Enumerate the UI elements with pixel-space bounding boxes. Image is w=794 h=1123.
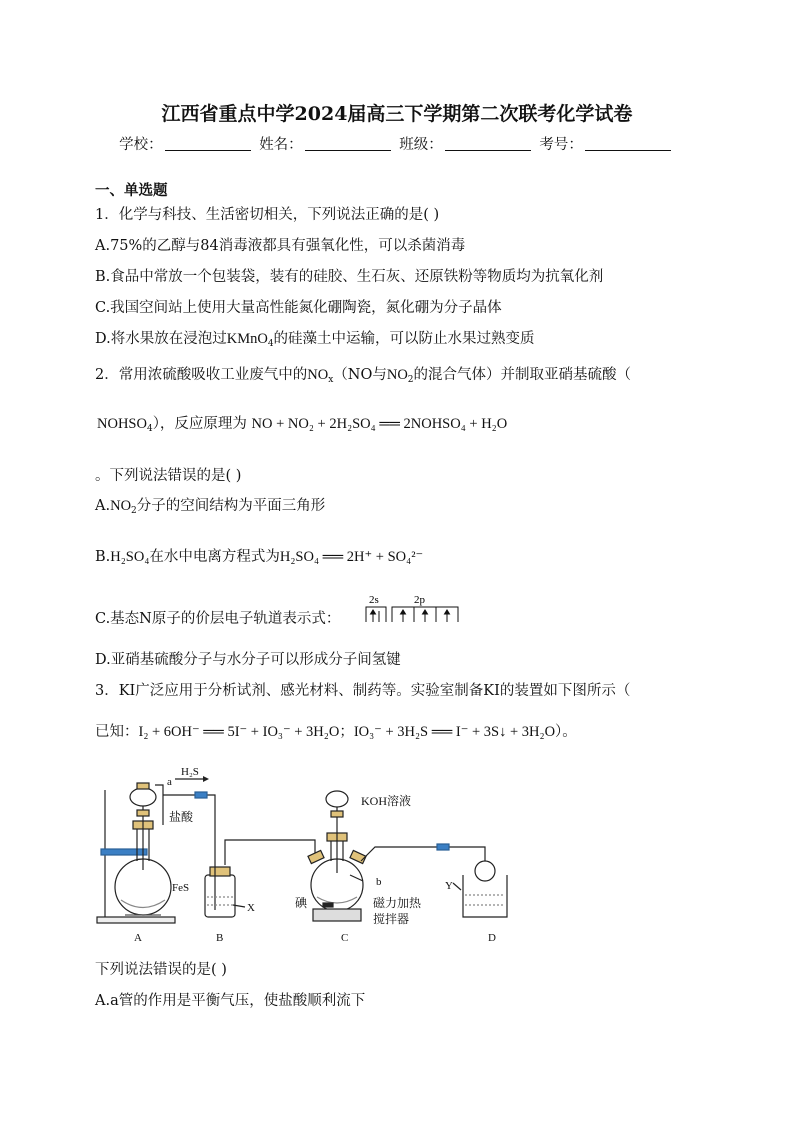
q2-option-c: C.基态N原子的价层电子轨道表示式：	[95, 611, 341, 627]
q3-stem: 3．KI广泛应用于分析试剂、感光材料、制药等。实验室制备KI的装置如下图所示（	[95, 683, 631, 699]
fig-label-a: a	[167, 776, 172, 788]
q2-no2: NO	[386, 367, 408, 383]
q3-known	[95, 722, 577, 742]
name-blank	[305, 136, 391, 151]
fig-label-D: D	[488, 932, 496, 944]
q3-eq1: I₂ + 6OH⁻ ══ 5I⁻ + IO₃⁻ + 3H₂O	[138, 724, 340, 740]
funnel-d	[475, 861, 495, 881]
exam-no-blank	[585, 136, 671, 151]
fig-label-y: Y	[445, 880, 453, 892]
fig-label-b: b	[376, 876, 382, 888]
tube-a-to-b	[163, 795, 215, 865]
bottle-b	[205, 875, 235, 917]
q1-option-d	[95, 329, 535, 354]
q1-d-prefix: D.将水果放在浸泡过	[95, 331, 227, 347]
q2-b-formula: H₂SO₄	[110, 549, 150, 565]
q3-known-prefix: 已知：	[95, 724, 139, 740]
q1-stem: 1．化学与科技、生活密切相关，下列说法正确的是( )	[95, 207, 440, 223]
tube-b-to-c	[225, 840, 315, 865]
q3-sep: ；	[339, 724, 354, 740]
q2-no2-sub: 2	[407, 375, 414, 385]
q3-question: 下列说法错误的是( )	[95, 962, 227, 978]
q2-stem	[95, 365, 631, 390]
q1-option-b: B.食品中常放一个包装袋，装有的硅胶、生石灰、还原铁粉等物质均为抗氧化剂	[95, 269, 604, 285]
section-heading: 一、单选题	[95, 182, 168, 199]
tube-a	[155, 785, 163, 825]
fig-label-C: C	[341, 932, 349, 944]
tube-c-to-d	[361, 847, 485, 861]
h2s-arrow	[203, 776, 209, 782]
q3-eq2: IO₃⁻ + 3H₂S ══ I⁻ + 3S↓ + 3H₂O	[353, 724, 556, 740]
q2-nohso4-sub: 4	[146, 424, 153, 434]
q2-nox-sub: x	[328, 375, 334, 385]
q2-nox: NO	[307, 367, 329, 383]
q1-option-a: A.75%的乙醇与84消毒液都具有强氧化性，可以杀菌消毒	[95, 238, 466, 254]
student-info-line	[0, 135, 794, 155]
orbital-arrows	[371, 610, 450, 622]
q3-known-suffix: ）。	[555, 724, 577, 740]
koh-funnel	[326, 791, 348, 807]
q2-a-formula: NO	[110, 498, 132, 514]
fig-label-hcl: 盐酸	[169, 810, 194, 824]
orbital-diagram	[358, 592, 468, 622]
fig-label-h2s: H₂S	[181, 766, 199, 778]
q1-option-c: C.我国空间站上使用大量高性能氮化硼陶瓷，氮化硼为分子晶体	[95, 300, 502, 316]
orbital-2s-label: 2s	[369, 594, 379, 606]
page-title: 江西省重点中学2024届高三下学期第二次联考化学试卷	[161, 103, 633, 125]
q2-line3: 。下列说法错误的是( )	[95, 468, 242, 484]
fig-label-koh: KOH溶液	[361, 794, 411, 808]
funnel-valve	[137, 810, 149, 816]
q2-equation: NO + NO₂ + 2H₂SO₄ ══ 2NOHSO₄ + H₂O	[251, 416, 508, 432]
q1-d-sub: 4	[267, 339, 274, 349]
q2-stem-prefix: 2．常用浓硫酸吸收工业废气中的	[95, 367, 308, 383]
q2-option-d: D.亚硝基硫酸分子与水分子可以形成分子间氢键	[95, 652, 401, 668]
q2-option-a	[95, 496, 325, 521]
q2-line2	[97, 414, 507, 439]
q2-stem-suffix: 的混合气体）并制取亚硝基硫酸（	[413, 367, 632, 383]
q2-b-equation: H₂SO₄ ══ 2H⁺ + SO₄²⁻	[279, 549, 424, 565]
separatory-funnel	[130, 788, 156, 806]
q2-option-b	[95, 547, 423, 567]
q2-a-sub: 2	[131, 506, 137, 516]
stand-clamp	[101, 849, 147, 855]
stand-base	[97, 917, 175, 923]
q1-d-suffix: 的硅藻土中运输，可以防止水果过熟变质	[273, 331, 535, 347]
q2-b-mid: 在水中电离方程式为	[149, 549, 280, 565]
q2-a-prefix: A.	[95, 498, 111, 514]
fig-label-stirrer-1: 磁力加热	[373, 896, 422, 910]
orbital-2p-label: 2p	[414, 594, 425, 606]
fig-label-A: A	[134, 932, 142, 944]
q3-option-a: A.a管的作用是平衡气压，使盐酸顺利流下	[95, 993, 366, 1009]
flask-a-liquid	[121, 900, 165, 908]
class-label: 班级：	[399, 137, 443, 153]
apparatus-figure	[95, 765, 535, 950]
q1-d-formula: KMnO	[226, 331, 268, 347]
name-label: 姓名：	[259, 137, 303, 153]
school-blank	[165, 136, 251, 151]
fig-label-x: X	[247, 902, 255, 914]
fig-label-iodine: 碘	[295, 896, 308, 910]
q2-a-suffix: 分子的空间结构为平面三角形	[136, 498, 326, 514]
school-label: 学校：	[119, 137, 163, 153]
q2-stem-mid: （NO与	[333, 367, 387, 383]
fig-label-B: B	[216, 932, 224, 944]
fig-label-fes: FeS	[172, 882, 190, 894]
q2-nohso4: NOHSO	[97, 416, 147, 432]
fig-label-stirrer-2: 搅拌器	[373, 912, 410, 926]
q2-line2-text: ），反应原理为	[152, 416, 247, 432]
magnetic-stirrer	[313, 909, 361, 921]
exam-no-label: 考号：	[539, 137, 583, 153]
class-blank	[445, 136, 531, 151]
q2-b-prefix: B.	[95, 549, 111, 565]
